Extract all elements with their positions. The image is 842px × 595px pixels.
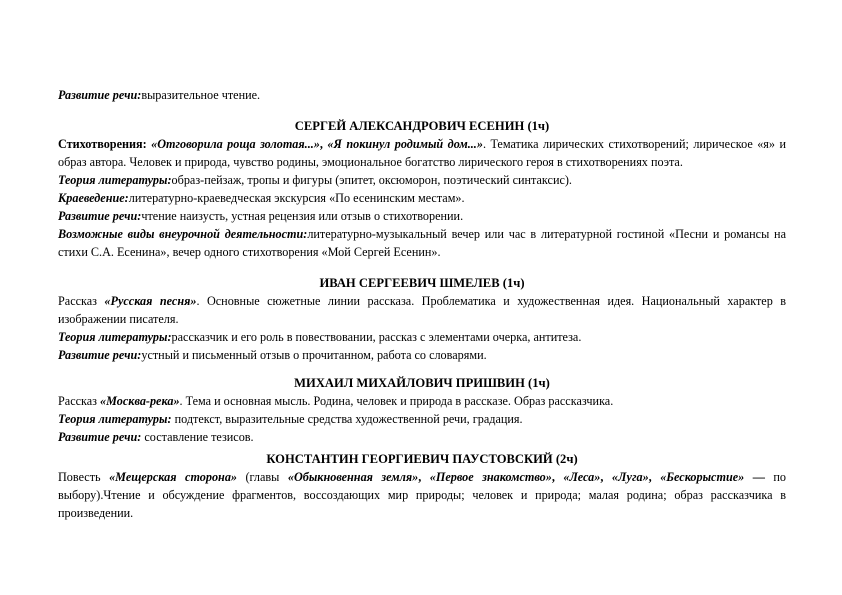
prishvin-story-text: . Тема и основная мысль. Родина, человек и природа в рассказе. Образ рассказчика. <box>179 394 614 408</box>
paustovsky-heading: КОНСТАНТИН ГЕОРГИЕВИЧ ПАУСТОВСКИЙ (2ч) <box>266 452 578 466</box>
shmelev-speech-label: Развитие речи: <box>58 348 142 362</box>
prishvin-story-title: «Москва-река» <box>100 394 180 408</box>
shmelev-speech-paragraph <box>58 346 786 364</box>
paustovsky-text-a: Повесть <box>58 470 110 484</box>
esenin-local-label: Краеведение: <box>58 191 129 205</box>
shmelev-theory-label: Теория литературы: <box>58 330 172 344</box>
esenin-local-text: литературно-краеведческая экскурсия «По есенинским местам». <box>128 191 465 205</box>
prishvin-theory-paragraph <box>58 410 786 428</box>
shmelev-theory-paragraph <box>58 328 786 346</box>
paustovsky-chapter-4: «Луга» <box>611 470 649 484</box>
esenin-poem-2: «Я покинул родимый дом...» <box>327 137 483 151</box>
esenin-theory-paragraph <box>58 171 786 189</box>
prishvin-speech-label: Развитие речи: <box>58 430 142 444</box>
intro-label: Развитие речи: <box>58 88 142 102</box>
shmelev-story-paragraph <box>58 292 786 328</box>
paustovsky-comma-3: , <box>600 470 612 484</box>
prishvin-theory-label: Теория литературы: <box>58 412 172 426</box>
paustovsky-story-paragraph <box>58 468 786 522</box>
paustovsky-chapter-2: «Первое знакомство» <box>429 470 552 484</box>
paustovsky-text-b: (главы <box>237 470 288 484</box>
esenin-theory-label: Теория литературы: <box>58 173 172 187</box>
shmelev-story-label: Рассказ <box>58 294 105 308</box>
shmelev-speech-text: устный и письменный отзыв о прочитанном, работа со словарями. <box>141 348 487 362</box>
esenin-extra-text: литературно-музыкальный вечер или час в литературной гостиной «Песни и романсы на стихи С.А. Есенина», вечер одного стихотворения «Мой Сергей Есенин». <box>58 227 786 259</box>
paustovsky-title-main: «Мещерская сторона» <box>109 470 238 484</box>
shmelev-heading: ИВАН СЕРГЕЕВИЧ ШМЕЛЕВ (1ч) <box>319 276 525 290</box>
paustovsky-chapter-3: «Леса» <box>563 470 601 484</box>
paustovsky-dash: — <box>744 470 774 484</box>
paustovsky-chapter-1: «Обыкновенная земля» <box>287 470 419 484</box>
esenin-speech-paragraph <box>58 207 786 225</box>
prishvin-heading: МИХАИЛ МИХАЙЛОВИЧ ПРИШВИН (1ч) <box>294 376 550 390</box>
esenin-poems-paragraph <box>58 135 786 171</box>
intro-text: выразительное чтение. <box>141 88 261 102</box>
esenin-poem-separator: , <box>319 137 328 151</box>
prishvin-story-label: Рассказ <box>58 394 101 408</box>
paustovsky-comma-4: , <box>648 470 661 484</box>
shmelev-story-title: «Русская песня» <box>104 294 197 308</box>
shmelev-story-text: . Основные сюжетные линии рассказа. Проблематика и художественная идея. Национальный характер в изображении писателя. <box>58 294 787 326</box>
esenin-local-paragraph <box>58 189 786 207</box>
paustovsky-comma-2: , <box>551 470 564 484</box>
document-page <box>58 86 786 522</box>
esenin-poem-1: «Отговорила роща золотая...» <box>151 137 320 151</box>
esenin-speech-text: чтение наизусть, устная рецензия или отзыв о стихотворении. <box>141 209 464 223</box>
paustovsky-comma-1: , <box>418 470 430 484</box>
intro-paragraph <box>58 86 786 104</box>
esenin-extra-paragraph <box>58 225 786 261</box>
esenin-theory-text: образ-пейзаж, тропы и фигуры (эпитет, оксюморон, поэтический синтаксис). <box>171 173 572 187</box>
esenin-poems-text: . Тематика лирических стихотворений; лирическое «я» и образ автора. Человек и природа, чувство родины, эмоциональное богатство лирического героя в стихотворениях поэта. <box>58 137 786 169</box>
paustovsky-text-c: по выбору).Чтение и обсуждение фрагментов, воссоздающих мир природы; человек и природа; малая родина; образ рассказчика в произведении. <box>58 470 787 520</box>
paustovsky-chapter-5: «Бескорыстие» <box>660 470 745 484</box>
shmelev-theory-text: рассказчик и его роль в повествовании, рассказ с элементами очерка, антитеза. <box>171 330 582 344</box>
esenin-heading: СЕРГЕЙ АЛЕКСАНДРОВИЧ ЕСЕНИН (1ч) <box>294 119 550 133</box>
prishvin-speech-text: составление тезисов. <box>141 430 254 444</box>
esenin-speech-label: Развитие речи: <box>58 209 142 223</box>
esenin-poems-label: Стихотворения: <box>58 137 147 151</box>
prishvin-speech-paragraph <box>58 428 786 446</box>
prishvin-story-paragraph <box>58 392 786 410</box>
prishvin-theory-text: подтекст, выразительные средства художественной речи, градация. <box>171 412 523 426</box>
esenin-extra-label: Возможные виды внеурочной деятельности: <box>58 227 308 241</box>
